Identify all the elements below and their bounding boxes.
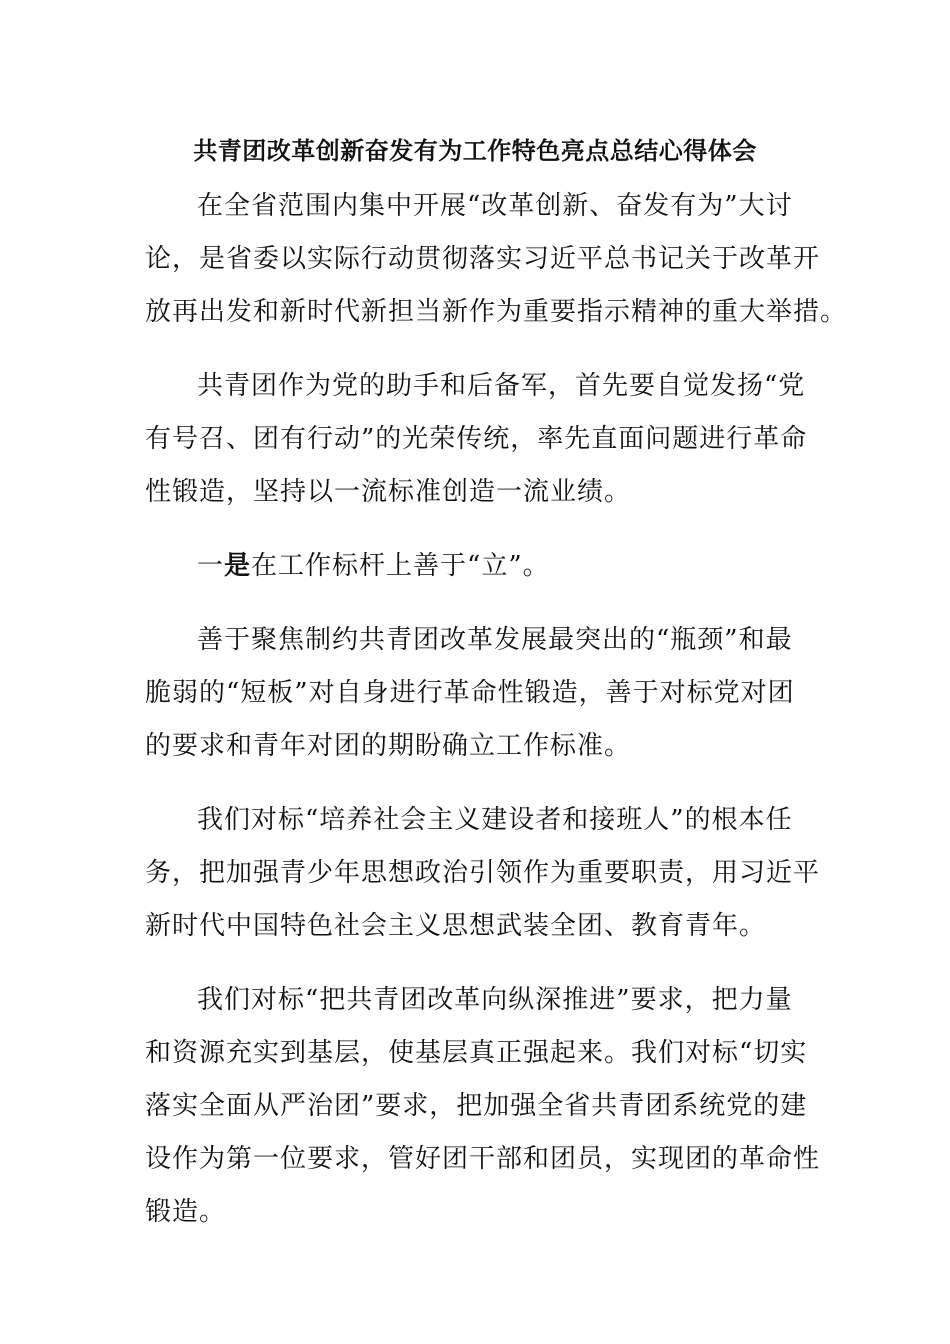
paragraph-line: 新时代中国特色社会主义思想武装全团、教育青年。	[145, 911, 767, 941]
paragraph-line: 锻造。	[145, 1197, 227, 1227]
paragraph-line: 落实全面从严治团”要求，把加强全省共青团系统党的建	[145, 1091, 808, 1121]
document-body	[145, 180, 848, 1260]
heading-lead: 一	[197, 551, 225, 581]
paragraph-line: 我们对标“培养社会主义建设者和接班人”的根本任	[197, 805, 793, 835]
document-title: 共青团改革创新奋发有为工作特色亮点总结心得体会	[193, 137, 757, 165]
heading-rest: 在工作标杆上善于“立”。	[251, 551, 550, 581]
paragraph-line: 我们对标“把共青团改革向纵深推进”要求，把力量	[197, 985, 793, 1015]
paragraph-line: 共青团作为党的助手和后备军，首先要自觉发扬“党	[197, 371, 806, 401]
paragraph-line: 善于聚焦制约共青团改革发展最突出的“瓶颈”和最	[197, 625, 793, 655]
paragraph-6	[145, 974, 821, 1239]
paragraph-line: 脆弱的“短板”对自身进行革命性锻造，善于对标党对团	[145, 678, 795, 708]
paragraph-line: 在全省范围内集中开展“改革创新、奋发有为”大讨	[197, 191, 793, 221]
paragraph-line: 放再出发和新时代新担当新作为重要指示精神的重大举措。	[145, 297, 848, 327]
paragraph-line: 性锻造，坚持以一流标准创造一流业绩。	[145, 477, 632, 507]
paragraph-line: 务，把加强青少年思想政治引领作为重要职责，用习近平	[145, 858, 821, 888]
paragraph-line: 的要求和青年对团的期盼确立工作标准。	[145, 731, 632, 761]
paragraph-1	[145, 180, 848, 339]
paragraph-line: 论，是省委以实际行动贯彻落实习近平总书记关于改革开	[145, 244, 821, 274]
heading-bold-char: 是	[224, 551, 252, 581]
paragraph-line: 有号召、团有行动”的光荣传统，率先直面问题进行革命	[145, 424, 808, 454]
paragraph-line: 和资源充实到基层，使基层真正强起来。我们对标“切实	[145, 1038, 808, 1068]
paragraph-4	[145, 614, 805, 773]
paragraph-2	[145, 360, 808, 519]
paragraph-3-heading	[145, 540, 805, 593]
paragraph-line: 设作为第一位要求，管好团干部和团员，实现团的革命性	[145, 1144, 821, 1174]
paragraph-5	[145, 794, 821, 953]
paragraph-line	[145, 540, 805, 593]
